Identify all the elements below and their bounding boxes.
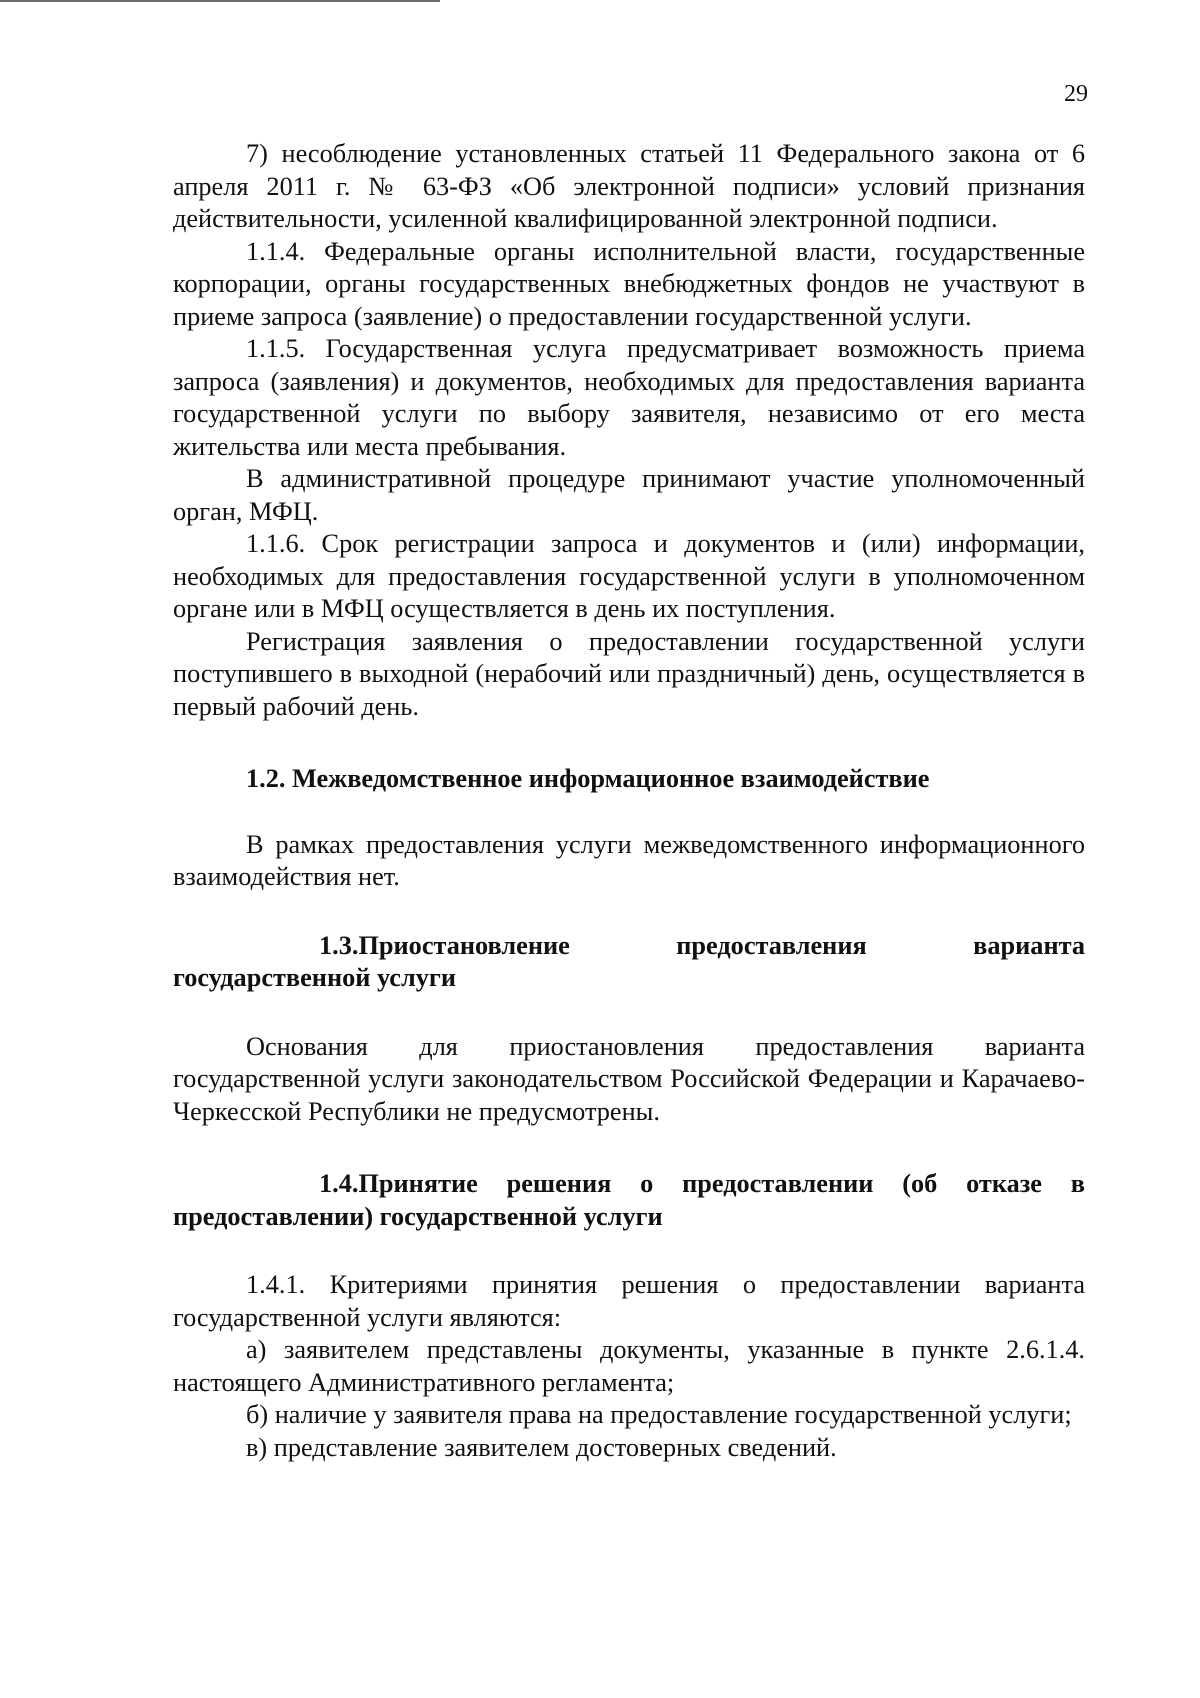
- scan-edge-line: [0, 0, 440, 2]
- section-title-1-3: Приостановление предоставления варианта государственной услуги: [173, 930, 1085, 992]
- paragraph-item-7: 7) несоблюдение установленных статьей 11 Федерального закона от 6 апреля 2011 г. № 63-ФЗ «Об электронной подписи» условий признания действительности, усиленной квалифицированной электронной подписи.: [173, 139, 1085, 233]
- page-number: 29: [1064, 81, 1088, 107]
- document-body: [173, 138, 1085, 1464]
- section-heading-1-4: [173, 1168, 1085, 1233]
- paragraph-1-1-4: 1.1.4. Федеральные органы исполнительной власти, государственные корпорации, органы государственных внебюджетных фондов не участвуют в приеме запроса (заявление) о предоставлении государственной услуги.: [173, 236, 1085, 331]
- section-number-1-4: 1.4.: [319, 1169, 359, 1198]
- list-item-b: б) наличие у заявителя права на предоставление государственной услуги;: [246, 1400, 1072, 1429]
- list-item-a: а) заявителем представлены документы, указанные в пункте 2.6.1.4. настоящего Административного регламента;: [173, 1335, 1085, 1397]
- paragraph-registration: Регистрация заявления о предоставлении государственной услуги поступившего в выходной (нерабочий или праздничный) день, осуществляется в первый рабочий день.: [173, 626, 1085, 721]
- section-heading-1-3: [173, 930, 1085, 995]
- section-heading-1-2: 1.2. Межведомственное информационное взаимодействие: [246, 764, 930, 793]
- paragraph-administrative-procedure: В административной процедуре принимают участие уполномоченный орган, МФЦ.: [173, 464, 1085, 526]
- section-1-3-text: Основания для приостановления предоставления варианта государственной услуги законодательством Российской Федерации и Карачаево-Черкесской Республики не предусмотрены.: [173, 1031, 1085, 1126]
- paragraph-1-1-5: 1.1.5. Государственная услуга предусматривает возможность приема запроса (заявления) и документов, необходимых для предоставления варианта государственной услуги по выбору заявителя, независимо от его места жительства или места пребывания.: [173, 334, 1085, 461]
- paragraph-1-1-6: 1.1.6. Срок регистрации запроса и документов и (или) информации, необходимых для предоставления государственной услуги в уполномоченном органе или в МФЦ осуществляется в день их поступления.: [173, 529, 1085, 623]
- section-title-1-4: Принятие решения о предоставлении (об отказе в предоставлении) государственной услуги: [173, 1169, 1085, 1231]
- paragraph-1-4-1: 1.4.1. Критериями принятия решения о предоставлении варианта государственной услуги являются:: [173, 1270, 1085, 1332]
- section-number-1-3: 1.3.: [319, 930, 359, 960]
- list-item-c: в) представление заявителем достоверных сведений.: [246, 1432, 837, 1462]
- section-1-2-text: В рамках предоставления услуги межведомственного информационного взаимодействия нет.: [173, 829, 1085, 891]
